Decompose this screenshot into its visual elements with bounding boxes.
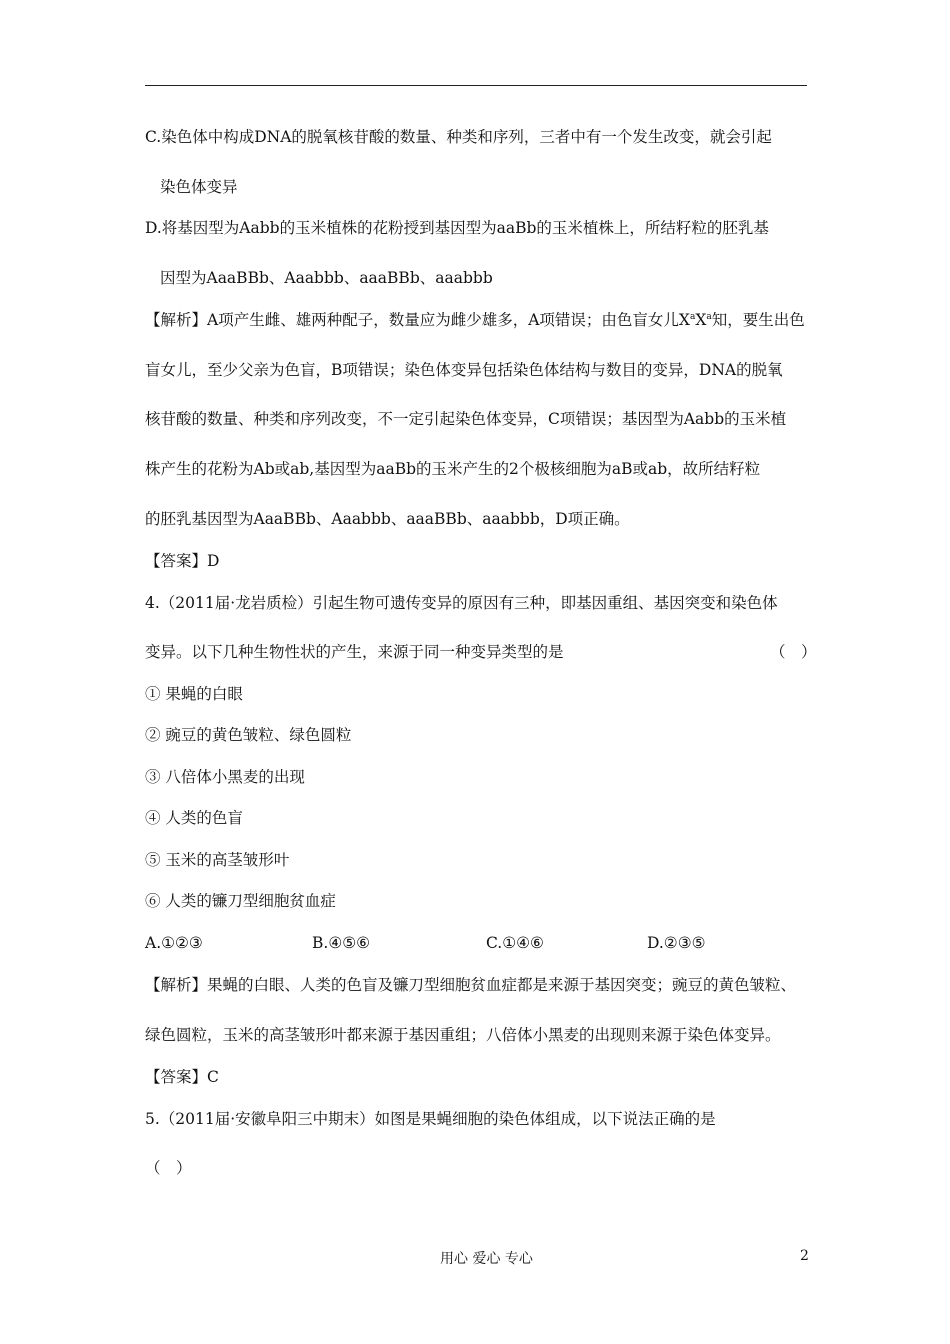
list-item: ① 果蝇的白眼 [145,685,243,703]
choice-a: A.①②③ [145,934,203,952]
choice-b: B.④⑤⑥ [312,934,371,952]
choice-c: C.①④⑥ [486,934,544,952]
answer-label-2: 【答案】C [145,1068,219,1086]
question4-line2: 变异。以下几种生物性状的产生，来源于同一种变异类型的是 [145,643,564,661]
answer-label-1: 【答案】D [145,552,220,570]
list-item: ⑤ 玉米的高茎皱形叶 [145,851,290,869]
option-d-line2: 因型为AaaBBb、Aaabbb、aaaBBb、aaabbb [160,269,493,287]
analysis-line4: 株产生的花粉为Ab或ab,基因型为aaBb的玉米产生的2个极核细胞为aB或ab，故所结籽粒 [145,460,761,478]
option-d-line1: D.将基因型为Aabb的玉米植株的花粉授到基因型为aaBb的玉米植株上，所结籽粒的胚乳基 [145,219,769,237]
analysis-line5: 的胚乳基因型为AaaBBb、Aaabbb、aaaBBb、aaabbb，D项正确。 [145,510,630,528]
question4-answer-blank: （ ） [770,643,817,661]
question4-line1: 4.（2011届·龙岩质检）引起生物可遗传变异的原因有三种，即基因重组、基因突变和染色体 [145,594,778,612]
analysis-line2: 盲女儿，至少父亲为色盲，B项错误；染色体变异包括染色体结构与数目的变异，DNA的脱氧 [145,361,783,379]
list-item: ⑥ 人类的镰刀型细胞贫血症 [145,892,336,910]
list-item: ③ 八倍体小黑麦的出现 [145,768,305,786]
option-c-line2: 染色体变异 [160,178,238,196]
analysis-line3: 核苷酸的数量、种类和序列改变，不一定引起染色体变异，C项错误；基因型为Aabb的玉米植 [145,410,787,428]
footer-motto: 用心 爱心 专心 [440,1251,533,1267]
option-c-line1: C.染色体中构成DNA的脱氧核苷酸的数量、种类和序列，三者中有一个发生改变，就会引起 [145,128,772,146]
question5-answer-blank: （ ） [145,1159,192,1177]
header-rule [145,85,807,86]
page-number: 2 [800,1248,809,1264]
question5-line1: 5.（2011届·安徽阜阳三中期末）如图是果蝇细胞的染色体组成，以下说法正确的是 [145,1110,716,1128]
choice-d: D.②③⑤ [647,934,706,952]
analysis-line1: 【解析】A项产生雌、雄两种配子，数量应为雌少雄多，A项错误；由色盲女儿$X^aX^a$知，要生出色 [145,311,805,329]
list-item: ② 豌豆的黄色皱粒、绿色圆粒 [145,726,352,744]
analysis-line7: 绿色圆粒，玉米的高茎皱形叶都来源于基因重组；八倍体小黑麦的出现则来源于染色体变异。 [145,1026,781,1044]
list-item: ④ 人类的色盲 [145,809,243,827]
analysis-line6: 【解析】果蝇的白眼、人类的色盲及镰刀型细胞贫血症都是来源于基因突变；豌豆的黄色皱粒、 [145,976,797,994]
